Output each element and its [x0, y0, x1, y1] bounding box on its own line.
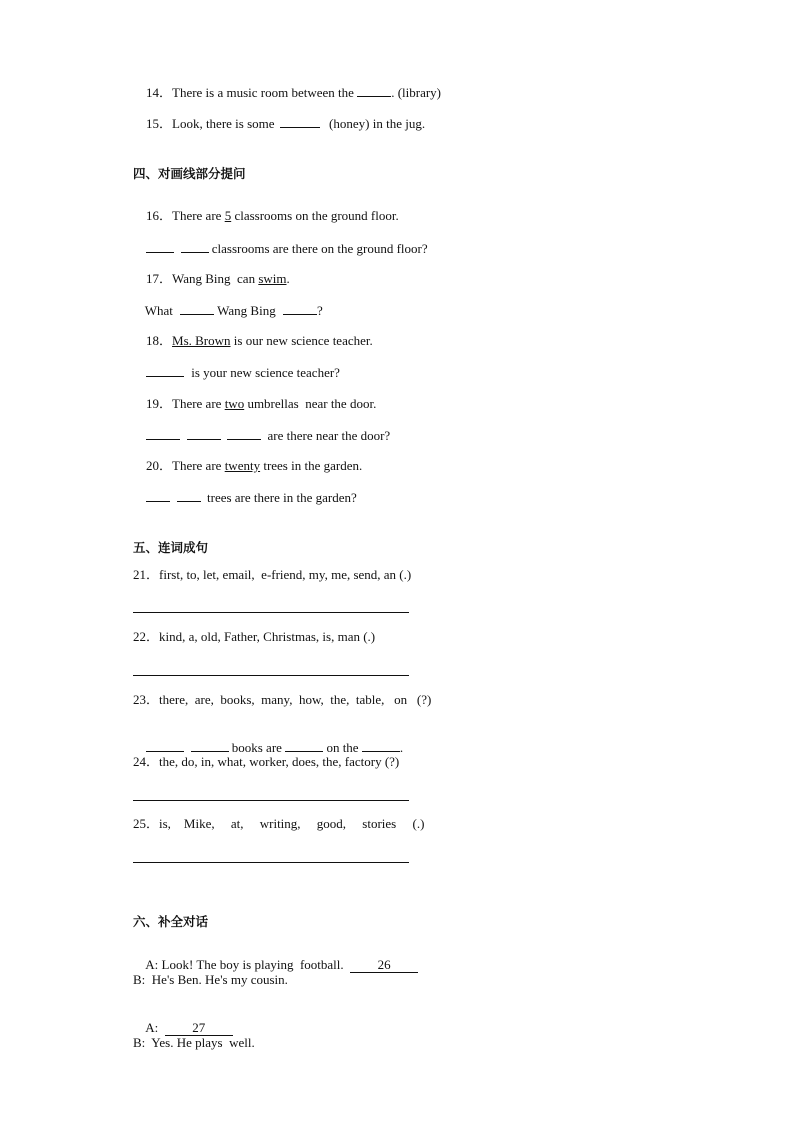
q20-pre: 20．There are	[146, 458, 225, 473]
question-23: 23．there, are, books, many, how, the, table, on (?)	[133, 692, 432, 707]
q18-underlined: Ms. Brown	[172, 333, 231, 348]
q17-underlined: swim	[258, 271, 287, 286]
q16-underlined: 5	[224, 208, 232, 223]
question-15	[133, 99, 425, 148]
a16-text: classrooms are there on the ground floor?	[208, 241, 428, 256]
a17-what: What	[144, 303, 177, 318]
question-24: 24．the, do, in, what, worker, does, the, factory (?)	[133, 754, 400, 769]
q14-hint: . (library)	[391, 85, 441, 100]
q16-pre: 16．There are	[146, 208, 225, 223]
section-4-title: 四、对画线部分提问	[133, 166, 246, 181]
a23-blank-3[interactable]	[285, 739, 323, 752]
a16-blank-1[interactable]	[146, 240, 174, 253]
a17-blank-1[interactable]	[180, 302, 214, 315]
a19-text: are there near the door?	[264, 428, 391, 443]
section-5-title: 五、连词成句	[133, 540, 209, 555]
answer-20	[133, 473, 357, 522]
q18-post: is our new science teacher.	[230, 333, 373, 348]
a17-mid: Wang Bing	[214, 303, 279, 318]
dialog-a2-text: A:	[145, 1020, 165, 1035]
q17-post: .	[286, 271, 290, 286]
section-6-title: 六、补全对话	[133, 914, 209, 929]
a19-blank-2[interactable]	[187, 427, 221, 440]
q15-blank[interactable]	[280, 115, 320, 128]
a20-blank-1[interactable]	[146, 489, 170, 502]
question-25: 25．is, Mike, at, writing, good, stories (.)	[133, 816, 425, 831]
q17-pre: 17．Wang Bing can	[146, 271, 259, 286]
q18-num: 18．	[146, 333, 173, 348]
dialog-b1: B: He's Ben. He's my cousin.	[133, 972, 288, 987]
question-21: 21．first, to, let, email, e-friend, my, me, send, an (.)	[133, 567, 412, 582]
a19-blank-3[interactable]	[227, 427, 261, 440]
q20-post: trees in the garden.	[260, 458, 363, 473]
q20-underlined: twenty	[224, 458, 261, 473]
q19-underlined: two	[224, 396, 245, 411]
a17-blank-2[interactable]	[283, 302, 317, 315]
a23-on: on the	[323, 740, 362, 755]
a20-blank-2[interactable]	[177, 489, 201, 502]
q14-blank[interactable]	[357, 84, 391, 97]
a23-blank-1[interactable]	[146, 739, 184, 752]
a23-blank-4[interactable]	[362, 739, 400, 752]
question-22: 22．kind, a, old, Father, Christmas, is, man (.)	[133, 629, 376, 644]
answer-line-21[interactable]	[133, 612, 409, 613]
answer-line-24[interactable]	[133, 800, 409, 801]
q19-pre: 19．There are	[146, 396, 225, 411]
a20-text: trees are there in the garden?	[203, 490, 357, 505]
q19-post: umbrellas near the door.	[244, 396, 377, 411]
a17-end: ?	[316, 303, 323, 318]
blank-26[interactable]: 26	[350, 958, 418, 973]
blank-27[interactable]: 27	[165, 1021, 233, 1036]
answer-line-25[interactable]	[133, 862, 409, 863]
a16-blank-2[interactable]	[181, 240, 209, 253]
a18-blank[interactable]	[146, 364, 184, 377]
q14-text: 14．There is a music room between the	[146, 85, 358, 100]
q16-post: classrooms on the ground floor.	[231, 208, 399, 223]
q15-text: 15．Look, there is some	[146, 116, 278, 131]
a19-blank-1[interactable]	[146, 427, 180, 440]
answer-line-22[interactable]	[133, 675, 409, 676]
a23-mid: books are	[228, 740, 286, 755]
dialog-b2: B: Yes. He plays well.	[133, 1035, 255, 1050]
a23-end: .	[399, 740, 404, 755]
a18-text: is your new science teacher?	[188, 365, 340, 380]
dialog-a1-text: A: Look! The boy is playing football.	[145, 957, 351, 972]
q15-hint: (honey) in the jug.	[325, 116, 426, 131]
a23-blank-2[interactable]	[191, 739, 229, 752]
